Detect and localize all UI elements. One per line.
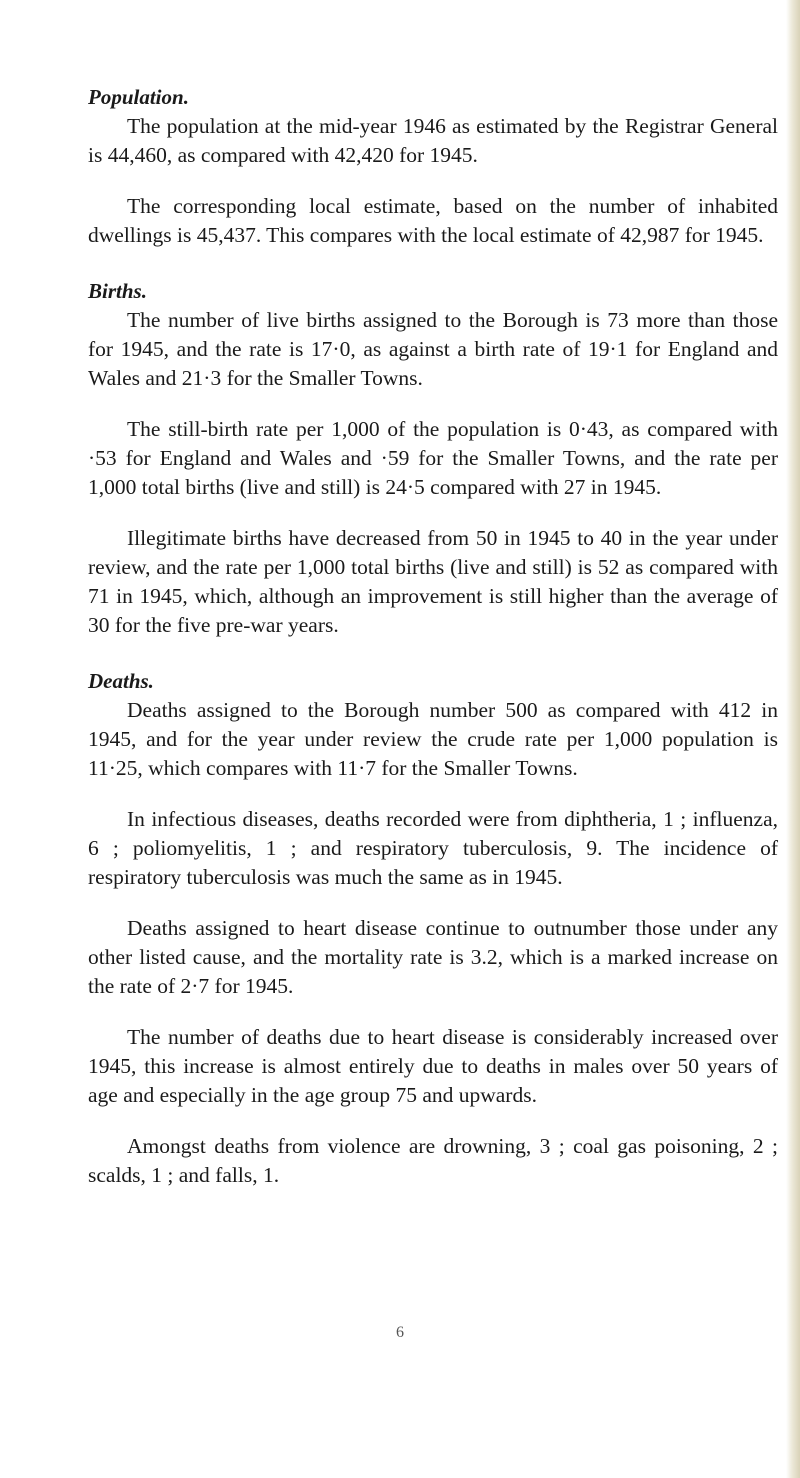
paragraph: Illegitimate births have decreased from 50 in 1945 to 40 in the year under review, and the rate per 1,000 total births (live and still) is 52 as compared with 71 in 1945, which, although an improvement is still higher than the average of 30 for the five pre-war years.: [88, 526, 778, 637]
page-number: 6: [396, 1324, 404, 1341]
paragraph: Deaths assigned to heart disease continue to outnumber those under any other listed cause, and the mortality rate is 3.2, which is a marked increase on the rate of 2·7 for 1945.: [88, 916, 778, 998]
document-page: [88, 82, 778, 1216]
paragraph: The population at the mid-year 1946 as estimated by the Registrar General is 44,460, as compared with 42,420 for 1945.: [88, 114, 778, 167]
page-edge-shadow: [786, 0, 800, 1478]
paragraph: The number of deaths due to heart disease is considerably increased over 1945, this increase is almost entirely due to deaths in males over 50 years of age and especially in the age group 75 and upwards.: [88, 1025, 778, 1107]
paragraph: Deaths assigned to the Borough number 500 as compared with 412 in 1945, and for the year under review the crude rate per 1,000 population is 11·25, which compares with 11·7 for the Smaller Towns.: [88, 698, 778, 780]
section-heading-births: Births.: [88, 279, 147, 303]
section-births: [88, 276, 778, 640]
paragraph: In infectious diseases, deaths recorded were from diphtheria, 1 ; influenza, 6 ; poliomyelitis, 1 ; and respiratory tuberculosis, 9. The incidence of respiratory tuberculosis was much the same as in 1945.: [88, 807, 778, 889]
paragraph: The corresponding local estimate, based on the number of inhabited dwellings is 45,437. This compares with the local estimate of 42,987 for 1945.: [88, 194, 778, 247]
section-deaths: [88, 666, 778, 1190]
section-heading-population: Population.: [88, 85, 189, 109]
paragraph: The still-birth rate per 1,000 of the population is 0·43, as compared with ·53 for England and Wales and ·59 for the Smaller Towns, and the rate per 1,000 total births (live and still) is 24·5 compared with 27 in 1945.: [88, 417, 778, 499]
section-population: [88, 82, 778, 250]
section-heading-deaths: Deaths.: [88, 669, 154, 693]
paragraph: Amongst deaths from violence are drowning, 3 ; coal gas poisoning, 2 ; scalds, 1 ; and falls, 1.: [88, 1134, 778, 1187]
paragraph: The number of live births assigned to the Borough is 73 more than those for 1945, and the rate is 17·0, as against a birth rate of 19·1 for England and Wales and 21·3 for the Smaller Towns.: [88, 308, 778, 390]
